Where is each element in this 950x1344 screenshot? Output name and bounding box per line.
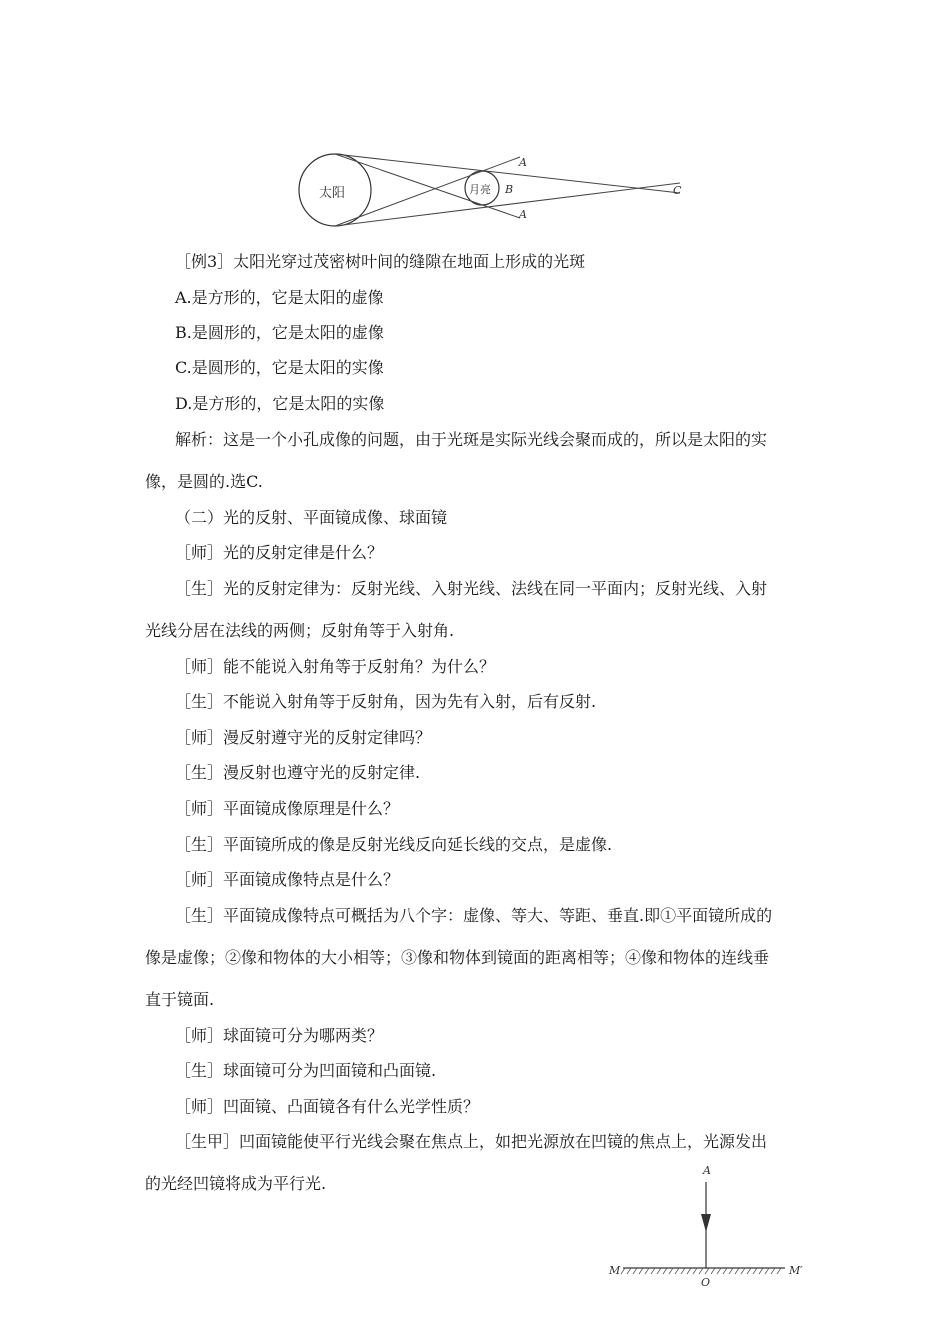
arrow-down-icon xyxy=(701,1214,711,1232)
point-o-label: O xyxy=(701,1276,711,1289)
dialog-line: ［生］球面镜可分为凹面镜和凸面镜. xyxy=(175,1061,437,1080)
sun-label: 太阳 xyxy=(319,186,346,201)
dialog-line: ［师］平面镜成像特点是什么？ xyxy=(175,870,400,889)
plane-mirror-diagram xyxy=(605,1160,820,1290)
dialog-line: ［生］平面镜所成的像是反射光线反向延长线的交点，是虚像. xyxy=(175,835,613,854)
dialog-line: ［生］平面镜成像特点可概括为八个字：虚像、等大、等距、垂直.即①平面镜所成的 xyxy=(175,906,773,925)
point-m-prime-label: M′ xyxy=(789,1264,803,1277)
dialog-line: ［生甲］凹面镜能使平行光线会聚在焦点上，如把光源放在凹镜的焦点上，光源发出 xyxy=(175,1132,768,1151)
dialog-line: ［师］漫反射遵守光的反射定律吗？ xyxy=(175,728,432,747)
option-b: B.是圆形的，它是太阳的虚像 xyxy=(175,323,384,342)
dialog-line: ［生］漫反射也遵守光的反射定律. xyxy=(175,763,421,782)
point-c-label: C xyxy=(673,184,682,197)
dialog-line: 的光经凹镜将成为平行光. xyxy=(145,1174,327,1193)
ray-line xyxy=(335,154,520,218)
dialog-line: 像是虚像；②像和物体的大小相等；③像和物体到镜面的距离相等；④像和物体的连线垂 xyxy=(145,948,770,967)
point-a-label: A xyxy=(703,1164,711,1177)
point-m-label: M xyxy=(609,1264,621,1277)
analysis-line-2: 像，是圆的.选C. xyxy=(145,472,263,491)
option-a: A.是方形的，它是太阳的虚像 xyxy=(175,288,384,307)
point-b-label: B xyxy=(505,183,514,196)
dialog-line: ［师］凹面镜、凸面镜各有什么光学性质？ xyxy=(175,1097,480,1116)
dialog-line: 光线分居在法线的两侧；反射角等于入射角. xyxy=(145,621,455,640)
dialog-line: 直于镜面. xyxy=(145,990,215,1009)
option-d: D.是方形的，它是太阳的实像 xyxy=(175,394,385,413)
analysis-line-1: 解析：这是一个小孔成像的问题，由于光斑是实际光线会聚而成的，所以是太阳的实 xyxy=(175,430,768,449)
dialog-line: ［师］能不能说入射角等于反射角？为什么？ xyxy=(175,657,496,676)
solar-eclipse-diagram xyxy=(295,145,690,235)
option-c: C.是圆形的，它是太阳的实像 xyxy=(175,358,384,377)
example-question: ［例3］太阳光穿过茂密树叶间的缝隙在地面上形成的光斑 xyxy=(175,252,586,271)
moon-label: 月亮 xyxy=(469,183,491,196)
mirror-hatching xyxy=(621,1268,781,1274)
dialog-line: ［生］不能说入射角等于反射角，因为先有入射，后有反射. xyxy=(175,692,597,711)
point-a-top-label: A xyxy=(519,156,527,169)
dialog-line: ［生］光的反射定律为：反射光线、入射光线、法线在同一平面内；反射光线、入射 xyxy=(175,579,768,598)
point-a-bottom-label: A xyxy=(519,208,527,221)
dialog-line: ［师］光的反射定律是什么？ xyxy=(175,543,384,562)
section-heading: （二）光的反射、平面镜成像、球面镜 xyxy=(175,508,448,527)
dialog-line: ［师］平面镜成像原理是什么？ xyxy=(175,799,400,818)
dialog-line: ［师］球面镜可分为哪两类？ xyxy=(175,1026,384,1045)
